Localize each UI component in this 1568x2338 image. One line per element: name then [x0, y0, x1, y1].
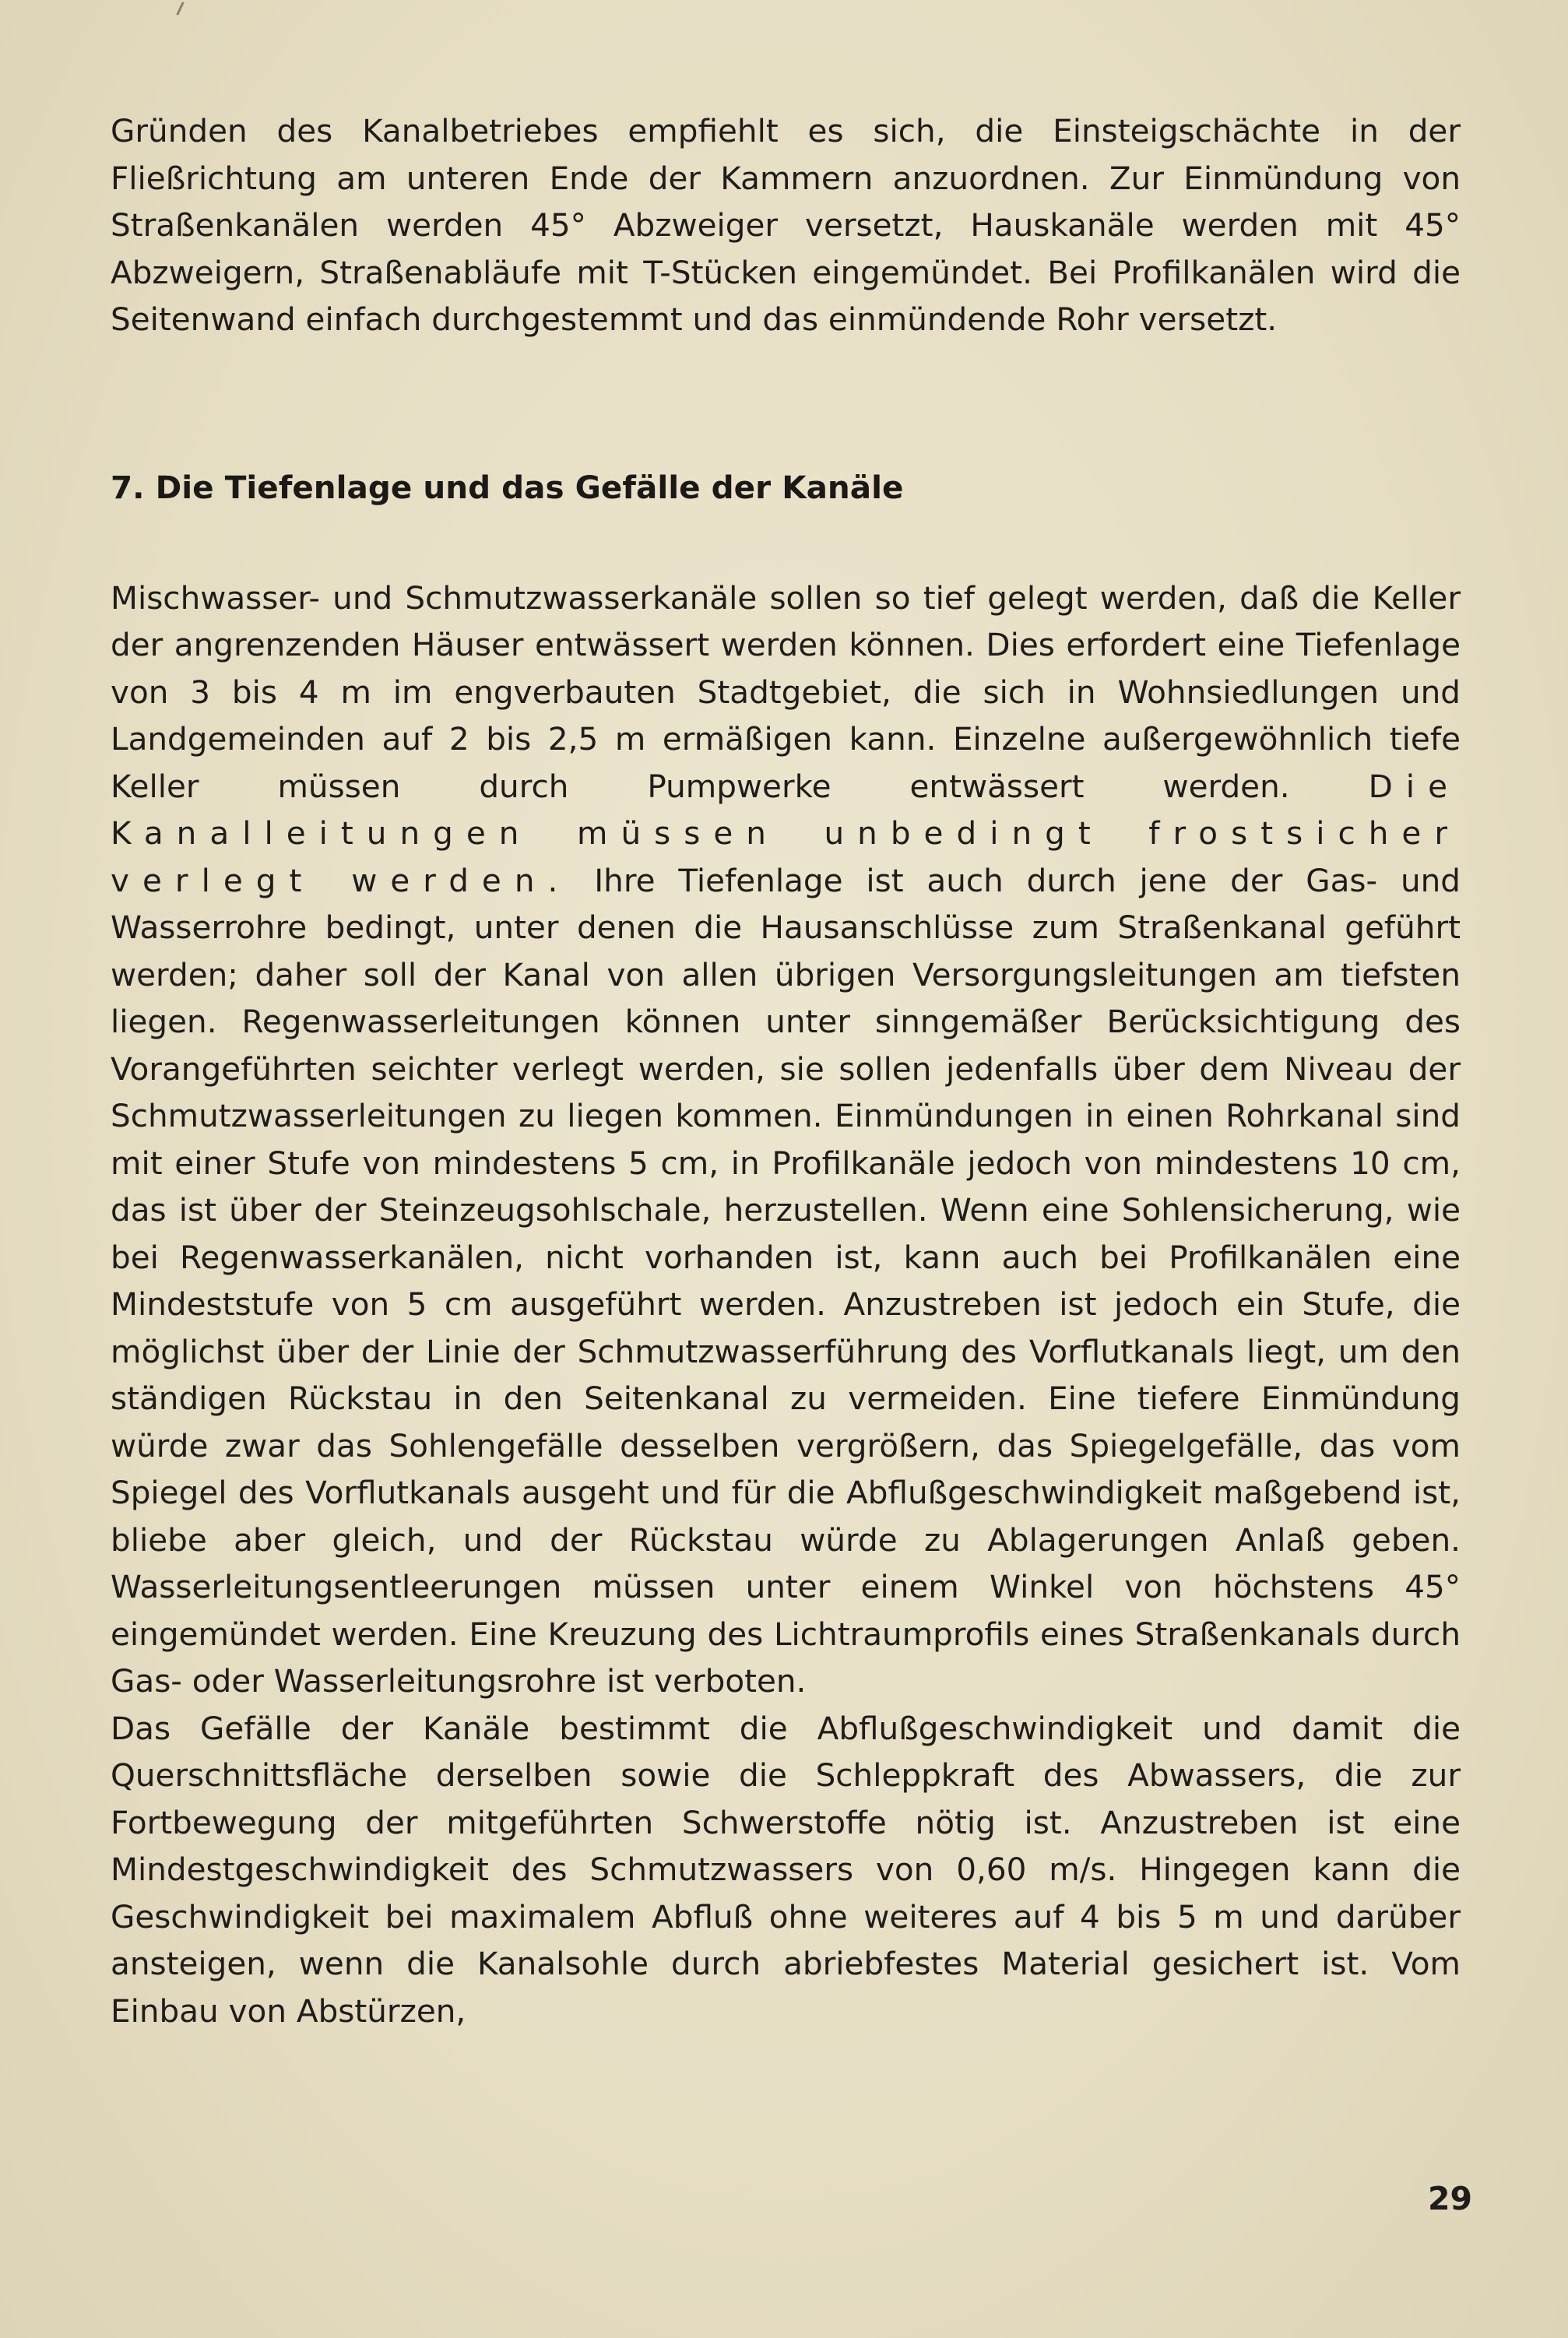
paragraph-text: Mischwasser- und Schmutzwasserkanäle sollen so tief gelegt werden, daß die Keller der angrenzenden Häuser entwässert werden können. Dies erfordert eine Tiefenlage von 3 bis 4 m im engverbauten Stadtgebiet, die sich in Wohnsiedlungen und Landgemeinden auf 2 bis 2,5 m ermäßigen kann. Einzelne außergewöhnlich tiefe Keller müssen durch Pumpwerke entwässert werden. — [111, 578, 1461, 805]
stray-mark — [176, 2, 184, 16]
spacer — [111, 343, 1461, 464]
paragraph-tiefenlage — [111, 575, 1461, 1705]
page-number: 29 — [1428, 2180, 1473, 2217]
section-heading: 7. Die Tiefenlage und das Gefälle der Kanäle — [111, 468, 904, 506]
paragraph-gefaelle: Das Gefälle der Kanäle bestimmt die Abflußgeschwindigkeit und damit die Querschnittsfläche derselben sowie die Schleppkraft des Abwassers, die zur Fortbewegung der mitgeführten Schwerstoffe nötig ist. Anzustreben ist eine Mindestgeschwindigkeit des Schmutzwassers von 0,60 m/s. Hingegen kann die Geschwindigkeit bei maximalem Abfluß ohne weiteres auf 4 bis 5 m und darüber ansteigen, wenn die Kanalsohle durch abriebfestes Material gesichert ist. Vom Einbau von Abstürzen, — [111, 1709, 1461, 2030]
intro-paragraph: Gründen des Kanalbetriebes empfiehlt es sich, die Einsteigschächte in der Fließrichtung am unteren Ende der Kammern anzuordnen. Zur Einmündung von Straßenkanälen werden 45° Abzweiger versetzt, Hauskanäle werden mit 45° Abzweigern, Straßenabläufe mit T-Stücken eingemündet. Bei Profilkanälen wird die Seitenwand einfach durchgestemmt und das einmündende Rohr versetzt. — [111, 112, 1461, 338]
emphasized-text: Die Kanalleitungen müssen unbedingt frostsicher verlegt werden. — [111, 767, 1461, 899]
paragraph-text: Ihre Tiefenlage ist auch durch jene der Gas- und Wasserrohre bedingt, unter denen die Hausanschlüsse zum Straßenkanal geführt werden; daher soll der Kanal von allen übrigen Versorgungsleitungen am tiefsten liegen. Regenwasserleitungen können unter sinngemäßer Berücksichtigung des Vorangeführten seichter verlegt werden, sie sollen jedenfalls über dem Niveau der Schmutzwasserleitungen zu liegen kommen. Einmündungen in einen Rohrkanal sind mit einer Stufe von mindestens 5 cm, in Profilkanäle jedoch von mindestens 10 cm, das ist über der Steinzeugsohlschale, herzustellen. Wenn eine Sohlensicherung, wie bei Regenwasserkanälen, nicht vorhanden ist, kann auch bei Profilkanälen eine Mindeststufe von 5 cm ausgeführt werden. Anzustreben ist jedoch ein Stufe, die möglichst über der Linie der Schmutzwasserführung des Vorflutkanals liegt, um den ständigen Rückstau in den Seitenkanal zu vermeiden. Eine tiefere Einmündung würde zwar das Sohlengefälle desselben vergrößern, das Spiegelgefälle, das vom Spiegel des Vorflutkanals ausgeht und für die Abflußgeschwindigkeit maßgebend ist, bliebe aber gleich, und der Rückstau würde zu Ablagerungen Anlaß geben. Wasserleitungsentleerungen müssen unter einem Winkel von höchstens 45° eingemündet werden. Eine Kreuzung des Lichtraumprofils eines Straßenkanals durch Gas- oder Wasserleitungsrohre ist verboten. — [111, 861, 1461, 1700]
page-content — [111, 107, 1461, 2034]
spacer — [111, 511, 1461, 575]
